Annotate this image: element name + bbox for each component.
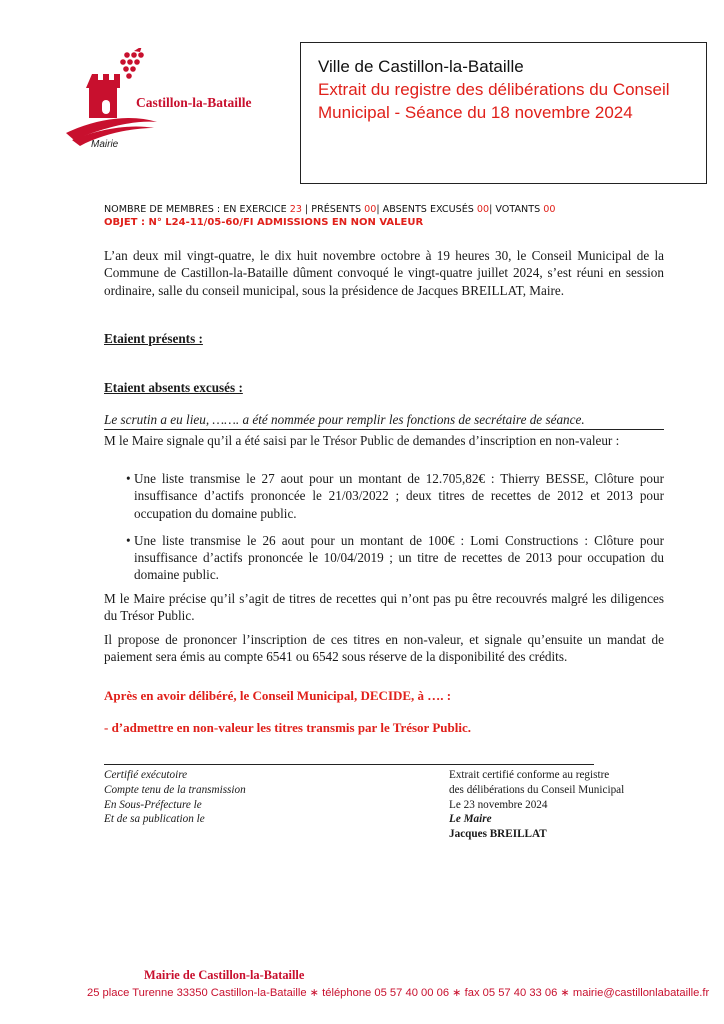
certif-line: Et de sa publication le (104, 813, 205, 826)
count-presents: 00 (364, 204, 377, 215)
list-item (104, 532, 664, 584)
counts-votants-label: | VOTANTS (489, 204, 544, 215)
objet-line: OBJET : N° L24-11/05-60/FI ADMISSIONS EN NON VALEUR (104, 217, 424, 228)
intro-paragraph: L’an deux mil vingt-quatre, le dix huit novembre octobre à 19 heures 30, le Conseil Municipal de la Commune de Castillon-la-Bataille dûment convoqué le vingt-quatre juillet 2024, s’est réuni en session ordinaire, salle du conseil municipal, sous la présidence de Jacques BREILLAT, Maire. (104, 248, 664, 298)
bullet-icon: • (126, 471, 131, 486)
absents-heading: Etaient absents excusés : (104, 380, 243, 395)
list-item-text: Une liste transmise le 27 aout pour un montant de 12.705,82€ : Thierry BESSE, Clôture pour insuffisance d’actifs prononcée le 21/03/2022 ; deux titres de recettes de 2012 et 2013 pour occupation du domaine public. (134, 471, 664, 521)
extract-line-2: des délibérations du Conseil Municipal (449, 783, 625, 796)
extract-line-1: Extrait certifié conforme au registre (449, 769, 610, 781)
footer-title: Mairie de Castillon-la-Bataille (144, 968, 305, 982)
non-valeur-list (104, 470, 664, 594)
signale-paragraph: M le Maire signale qu’il a été saisi par le Trésor Public de demandes d’inscription en non-valeur : (104, 433, 620, 448)
extract-date: Le 23 novembre 2024 (449, 798, 548, 811)
counts-prefix: NOMBRE DE MEMBRES : EN EXERCICE (104, 204, 290, 215)
footer-address: 25 place Turenne 33350 Castillon-la-Bataille ∗ téléphone 05 57 40 00 06 ∗ fax 05 57 40 33 06 ∗ mairie@castillonlabataille.fr (87, 987, 710, 999)
count-en-exercice: 23 (289, 204, 302, 215)
certification-block (104, 768, 246, 827)
header-extract: Extrait du registre des délibérations du Conseil Municipal - Séance du 18 novembre 2024 (318, 80, 670, 122)
presents-heading: Etaient présents : (104, 331, 203, 346)
propose-paragraph: Il propose de prononcer l’inscription de ces titres en non-valeur, et signale qu’ensuite un mandat de paiement sera émis au compte 6541 ou 6542 sous réserve de la disponibilité des crédits. (104, 632, 664, 665)
precise-paragraph: M le Maire précise qu’il s’agit de titres de recettes qui n’ont pas pu être recouvrés malgré les diligences du Trésor Public. (104, 591, 664, 624)
header-box (300, 42, 707, 184)
bullet-icon: • (126, 532, 131, 548)
certif-line: Certifié exécutoire (104, 769, 188, 781)
counts-presents-label: | PRÉSENTS (301, 204, 365, 215)
maire-title: Le Maire (449, 813, 492, 826)
separator-line (104, 764, 594, 765)
decision-heading: Après en avoir délibéré, le Conseil Municipal, DECIDE, à …. : (104, 688, 452, 703)
count-votants: 00 (543, 204, 556, 215)
certif-line: En Sous-Préfecture le (104, 798, 202, 811)
logo-name: Castillon-la-Bataille (136, 95, 252, 110)
list-item-text: Une liste transmise le 26 aout pour un montant de 100€ : Lomi Constructions : Clôture pour insuffisance d’actifs prononcée le 10/04/2019 ; un titre de recettes de 2013 pour occupation du domaine public. (134, 532, 664, 583)
header-city: Ville de Castillon-la-Bataille (318, 57, 524, 76)
member-counts (104, 204, 555, 215)
certif-line: Compte tenu de la transmission (104, 783, 246, 796)
maire-name: Jacques BREILLAT (449, 828, 547, 841)
decision-item: - d’admettre en non-valeur les titres transmis par le Trésor Public. (104, 720, 471, 735)
list-item (104, 470, 664, 522)
counts-excuses-label: | ABSENTS EXCUSÉS (376, 204, 477, 215)
count-excuses: 00 (476, 204, 490, 215)
logo-subtitle: Mairie (91, 139, 119, 150)
scrutin-line: Le scrutin a eu lieu, ……. a été nommée pour remplir les fonctions de secrétaire de séance. (104, 412, 664, 430)
extract-certification (449, 768, 624, 842)
